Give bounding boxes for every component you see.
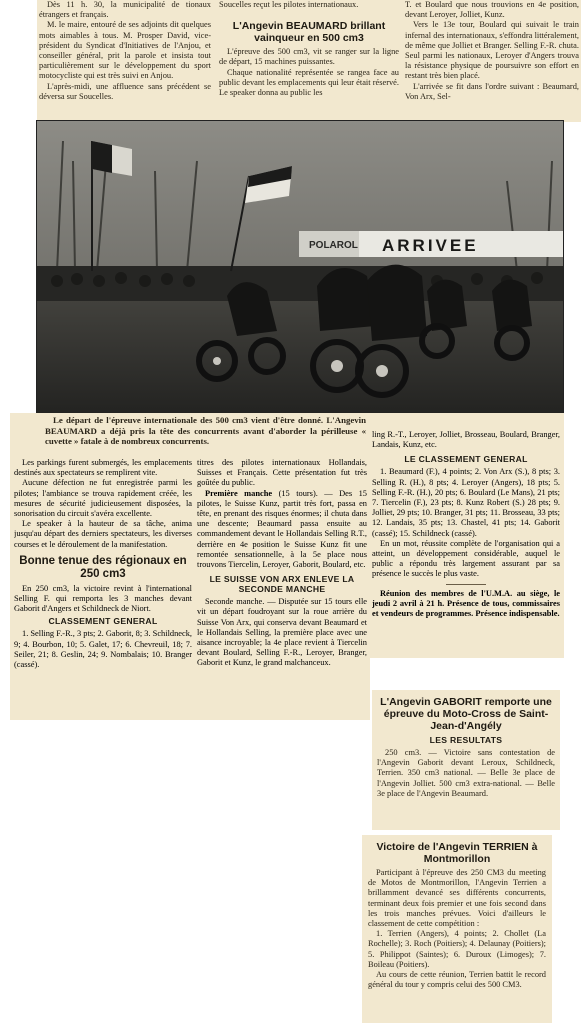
top-clipping (37, 0, 581, 122)
ranking-heading: CLASSEMENT GENERAL (48, 616, 158, 627)
paragraph: Le speaker à la hauteur de sa tâche, anima jusqu'au départ des derniers spectateurs, les diverses courses et le déroulement de la manifestation. (14, 519, 192, 549)
race-label: Première manche (205, 488, 273, 498)
photo-illustration (37, 121, 563, 414)
ranking-text: 1. Terrien (Angers), 4 points; 2. Chollet (La Rochelle); 3. Roch (Poitiers); 4. Delaunay (Poitiers); 5. Philippot (Saintes); 6. Duroux (Limoges); 7. Boileau (Poitiers). (368, 929, 546, 969)
paragraph: 250 cm3. — Victoire sans contestation de l'Angevin Gaborit devant Leroux, Schildneck, Terrien. 350 cm3 national. — Belle 3e place de l'Angevin Jolliet. 500 cm3 extra-national. — Belle 3e place de l'Angevin Beaumard. (377, 748, 555, 798)
article-headline: L'Angevin BEAUMARD brillant vainqueur en 500 cm3 (232, 20, 386, 45)
paragraph: Les parkings furent submergés, les emplacements destinés aux spectateurs se remplirent vite. (14, 458, 192, 478)
paragraph (197, 489, 367, 571)
top-column-2 (219, 0, 399, 122)
paragraph: M. le maire, entouré de ses adjoints dit quelques mots aimables à tous. M. Prosper David, vice-président du Syndicat d'Initiatives de l'Anjou, et conseiller général, prit la parole et insista tout particulièrement sur le développement du sport motocycliste qui est très suivi en Anjou. (39, 20, 211, 81)
bottom-column-2 (197, 458, 367, 720)
race-text: (15 tours). — Des 15 pilotes, le Suisse Kunz, partit très fort, passa en tête, en prenant des risques énormes; il chuta dans une descente; Beaumard passa ensuite au commandement devant le Hollandais Selling R.T., derrière en 4e position le Suisse Kunz fit une remontée sensationnelle, à la 5e place nous trouvons Tiercelin, Leroyer, Gaborit, Boulard, etc. (197, 488, 367, 570)
bottom-column-1 (14, 458, 192, 720)
section-heading: Bonne tenue des régionaux en 250 cm3 (19, 554, 187, 580)
bottom-column-3 (372, 430, 560, 658)
top-column-3 (405, 0, 579, 122)
paragraph: Vers le 13e tour, Boulard qui suivait le train infernal des internationaux, s'effondra littéralement, de même que Jolliet et Branger. Selling F.-R. chuta. Seul parmi les nationaux, Leroyer d'Angers trouva la résistance physique de poursuivre son effort en restant très bien placé. (405, 20, 579, 81)
paragraph: L'après-midi, une affluence sans précédent se déversa sur Soucelles. (39, 81, 211, 101)
paragraph: Dès 11 h. 30, la municipalité de tionaux étrangers et français. (39, 0, 211, 20)
gaborit-clipping (372, 690, 560, 830)
article-headline: L'Angevin GABORIT remporte une épreuve du Moto-Cross de Saint-Jean-d'Angély (380, 696, 552, 732)
paragraph: Seconde manche. — Disputée sur 15 tours elle vit un départ foudroyant sur la roue arrière du Suisse Von Arx, qui conserva devant Beaumard et le Hollandais Selling, la première place avec une aisance incroyable; la 4e place revient à Tiercelin devant Boulard, Selling F.-R., Leroyer, Branger, Gaborit et Kunz, le grand malchanceux. (197, 597, 367, 668)
terrien-clipping (362, 835, 552, 1023)
ranking-heading: LE CLASSEMENT GENERAL (404, 454, 528, 465)
caption-strip (43, 413, 368, 457)
ranking-text: 1. Selling F.-R., 3 pts; 2. Gaborit, 8; 3. Schildneck, 9; 4. Bourbon, 10; 5. Galet, 17; 6. Chevreuil, 18; 7. Seiler, 21; 8. Geslin, 24; 9. Nombalais; 10. Branger (cassé). (14, 629, 192, 670)
meeting-notice: Réunion des membres de l'U.M.A. au siège, le jeudi 2 avril à 21 h. Présence de tous, commissaires et vendeurs de programmes. Présence indispensable. (372, 588, 560, 619)
paragraph: Participant à l'épreuve des 250 CM3 du meeting de Motos de Montmorillon, l'Angevin Terrien a brillamment devancé ses différents concurrents, terminant deux fois premier et une fois second dans les trois manches prévues. Voici d'ailleurs le classement de cette compétition : (368, 868, 546, 929)
top-column-1 (39, 0, 211, 122)
sponsor-label: POLAROL (309, 240, 358, 251)
paragraph: titres des pilotes internationaux Hollandais, Suisses et Français. Cette présentation fut très goûtée du public. (197, 458, 367, 488)
paragraph: Aucune défection ne fut enregistrée parmi les pilotes; l'ambiance se trouva rapidement créée, les mesures de sécurité judicieusement disposées, la sonorisation du circuit s'avéra excellente. (14, 478, 192, 519)
ranking-text: 1. Beaumard (F.), 4 points; 2. Von Arx (S.), 8 pts; 3. Selling R. (H.), 8 pts; 4. Leroyer (Angers), 18 pts; 5. Selling F.-R. (H.), 20 pts; 6. Boulard (Le Mans), 21 pts; 7. Tiercelin (F.), 23 pts; 8. Kunz Robert (S.) 28 pts; 9. Jolliet, 29 pts; 10. Branger, 31 pts; 11. Brosseau, 33 pts; 12. Landais, 35 pts; 13. Chastel, 41 pts; 14. Gaborit (cassé); 15. Schildneck (cassé). (372, 467, 560, 538)
paragraph: En un mot, réussite complète de l'organisation qui a atteint, un développement considérable, auquel le public a répondu très largement assurant par sa présence le succès le plus vaste. (372, 538, 560, 579)
divider (446, 584, 486, 585)
paragraph: ling R.-T., Leroyer, Jolliet, Brosseau, Boulard, Branger, Landais, Kunz, etc. (372, 430, 560, 450)
paragraph: Au cours de cette réunion, Terrien battit le record général du tour y compris celui des 500 CM3. (368, 970, 546, 990)
section-heading: LE SUISSE VON ARX ENLEVE LA SECONDE MANCHE (209, 574, 355, 595)
results-heading: LES RESULTATS (429, 735, 503, 745)
paragraph: L'épreuve des 500 cm3, vit se ranger sur la ligne de départ, 15 machines puissantes. (219, 47, 399, 67)
race-start-photo (36, 120, 564, 415)
paragraph: En 250 cm3, la victoire revint à l'international Selling F. qui remporta les 3 manches devant Gaborit d'Angers et Schildneck de Niort. (14, 583, 192, 614)
paragraph: Soucelles reçut les pilotes internationaux. (219, 0, 359, 9)
finish-banner: ARRIVEE (382, 236, 479, 255)
article-headline: Victoire de l'Angevin TERRIEN à Montmorillon (376, 841, 538, 865)
paragraph: T. et Boulard que nous trouvions en 4e position, devant Leroyer, Jolliet, Kunz. (405, 0, 579, 20)
paragraph (372, 589, 560, 620)
photo-caption: Le départ de l'épreuve internationale des 500 cm3 vient d'être donné. L'Angevin BEAUMARD a déjà pris la tête des concurrents avant d'aborder la périlleuse « cuvette » fatale à de nombreux concurrents. (45, 415, 366, 446)
paragraph: L'arrivée se fit dans l'ordre suivant : Beaumard, Von Arx, Sel- (405, 81, 579, 101)
paragraph: Chaque nationalité représentée se rangea face au public devant les emplacements qui leur était réservé. Le speaker donna au public les (219, 67, 399, 98)
